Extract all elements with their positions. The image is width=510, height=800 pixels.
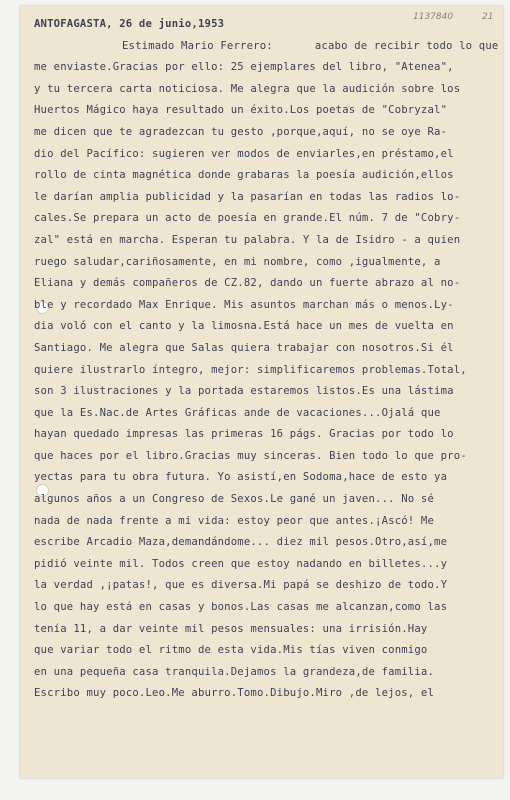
- letter-line: dio del Pacífico: sugieren ver modos de enviarles,en préstamo,el: [34, 147, 454, 160]
- salutation-text: Estimado Mario Ferrero:: [122, 39, 273, 52]
- letter-line: ruego saludar,cariñosamente, en mi nombre, como ,igualmente, a: [34, 255, 441, 268]
- letter-line: Santiago. Me alegra que Salas quiera trabajar con nosotros.Si él: [34, 341, 454, 354]
- letter-line: que variar todo el ritmo de esta vida.Mis tías viven conmigo: [34, 644, 428, 657]
- letter-page: [20, 6, 503, 778]
- letter-line: pidió veinte mil. Todos creen que estoy nadando en billetes...y: [34, 557, 448, 570]
- letter-line: son 3 ilustraciones y la portada estaremos listos.Es una lástima: [34, 385, 454, 398]
- letter-line: la verdad ,¡patas!, que es diversa.Mi papá se deshizo de todo.Y: [34, 579, 448, 592]
- letter-line: lo que hay está en casas y bonos.Las casas me alcanzan,como las: [34, 601, 448, 614]
- letter-salutation: [34, 36, 499, 58]
- folio-number: 21: [482, 12, 494, 22]
- letter-line: quiere ilustrarlo íntegro, mejor: simplificaremos problemas.Total,: [34, 363, 467, 376]
- letter-line: zal" está en marcha. Esperan tu palabra. Y la de Isidro - a quien: [34, 233, 461, 246]
- letter-line: escribe Arcadio Maza,demandándome... diez mil pesos.Otro,así,me: [34, 536, 448, 549]
- archive-code: 1137840: [413, 12, 454, 22]
- letter-line: algunos años a un Congreso de Sexos.Le gané un javen... No sé: [34, 493, 435, 506]
- letter-line: nada de nada frente a mi vida: estoy peor que antes.¡Ascó! Me: [34, 514, 435, 527]
- letter-line: Eliana y demás compañeros de CZ.82, dando un fuerte abrazo al no-: [34, 277, 461, 290]
- letter-body: [34, 14, 499, 705]
- letter-line: Escribo muy poco.Leo.Me aburro.Tomo.Dibujo.Miro ,de lejos, el: [34, 687, 435, 700]
- letter-line: me dicen que te agradezcan tu gesto ,porque,aquí, no se oye Ra-: [34, 125, 448, 138]
- letter-line: le darían amplia publicidad y la pasarían en todas las radios lo-: [34, 190, 461, 203]
- letter-line: cales.Se prepara un acto de poesía en grande.El núm. 7 de "Cobry-: [34, 212, 461, 225]
- letter-line: acabo de recibir todo lo que: [314, 39, 499, 52]
- letter-line: me enviaste.Gracias por ello: 25 ejemplares del libro, "Atenea",: [34, 61, 454, 74]
- letter-line: y tu tercera carta noticiosa. Me alegra que la audición sobre los: [34, 82, 461, 95]
- letter-line: ble y recordado Max Enrique. Mis asuntos marchan más o menos.Ly-: [34, 298, 454, 311]
- letter-line: hayan quedado impresas las primeras 16 págs. Gracias por todo lo: [34, 428, 454, 441]
- letter-line: que haces por el libro.Gracias muy sinceras. Bien todo lo que pro-: [34, 449, 467, 462]
- letter-heading: ANTOFAGASTA, 26 de junio,1953: [34, 18, 225, 30]
- letter-line: en una pequeña casa tranquila.Dejamos la grandeza,de familia.: [34, 665, 435, 678]
- letter-line: Huertos Mágico haya resultado un éxito.Los poetas de "Cobryzal": [34, 104, 448, 117]
- letter-line: que la Es.Nac.de Artes Gráficas ande de vacaciones...Ojalá que: [34, 406, 441, 419]
- letter-line: rollo de cinta magnética donde grabaras la poesía audición,ellos: [34, 169, 454, 182]
- letter-line: dia voló con el canto y la limosna.Está hace un mes de vuelta en: [34, 320, 454, 333]
- letter-line: yectas para tu obra futura. Yo asistí,en Sodoma,hace de esto ya: [34, 471, 448, 484]
- letter-line: tenía 11, a dar veinte mil pesos mensuales: una irrisión.Hay: [34, 622, 428, 635]
